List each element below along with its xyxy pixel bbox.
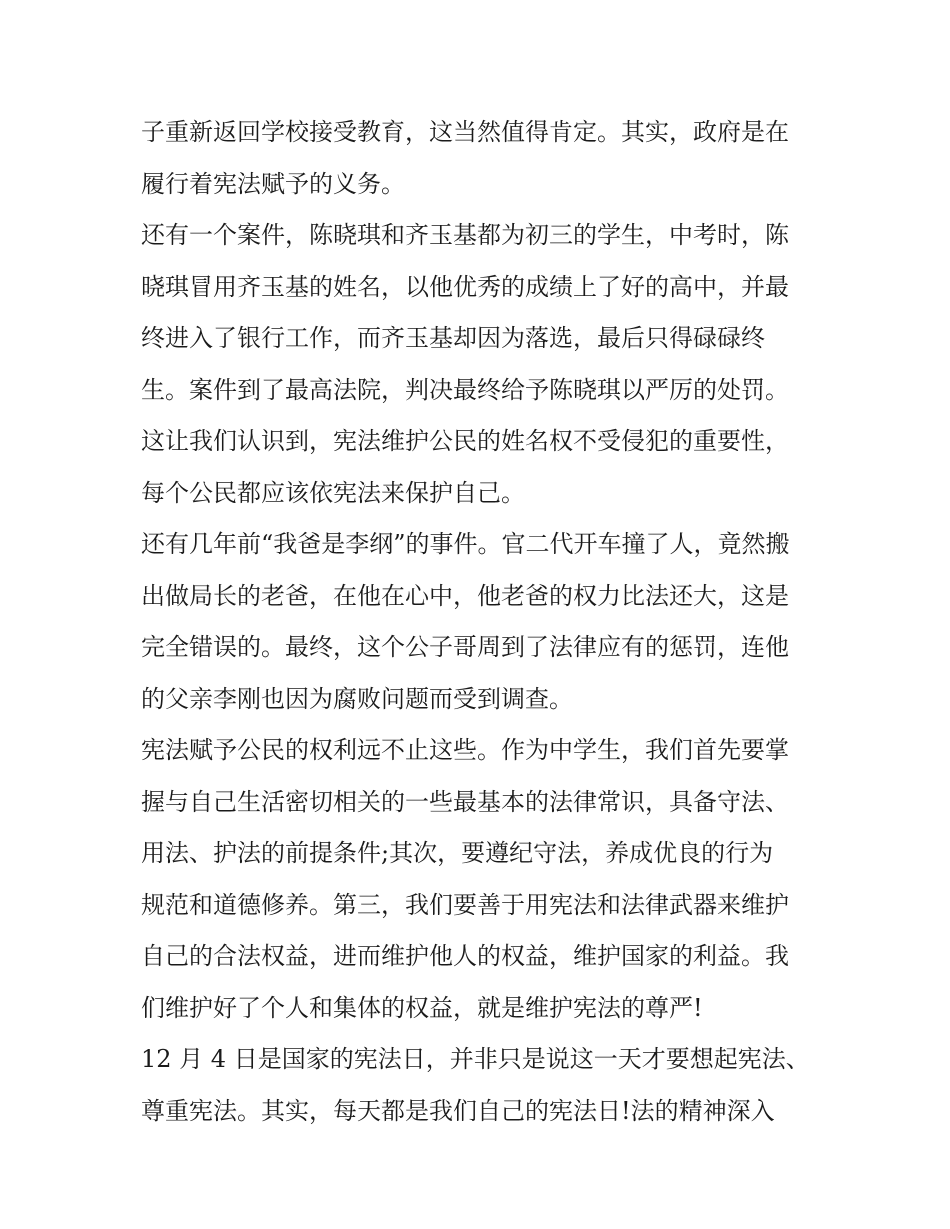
text-line: 的父亲李刚也因为腐败问题而受到调查。 bbox=[141, 684, 573, 713]
text-line: 还有几年前“我爸是李纲”的事件。官二代开车撞了人，竟然搬 bbox=[141, 530, 790, 558]
text-line: 尊重宪法。其实，每天都是我们自己的宪法日!法的精神深入 bbox=[141, 1096, 775, 1125]
text-line: 自己的合法权益，进而维护他人的权益，维护国家的利益。我 bbox=[141, 942, 789, 970]
text-line: 履行着宪法赋予的义务。 bbox=[141, 169, 405, 198]
text-line: 12 月 4 日是国家的宪法日，并非只是说这一天才要想起宪法、 bbox=[141, 1045, 810, 1073]
text-line: 宪法赋予公民的权利远不止这些。作为中学生，我们首先要掌 bbox=[141, 736, 789, 764]
text-line: 终进入了银行工作，而齐玉基却因为落选，最后只得碌碌终 bbox=[141, 324, 765, 352]
text-line: 每个公民都应该依宪法来保护自己。 bbox=[141, 478, 525, 507]
text-line: 这让我们认识到，宪法维护公民的姓名权不受侵犯的重要性， bbox=[141, 427, 789, 455]
text-line: 用法、护法的前提条件;其次，要遵纪守法，养成优良的行为 bbox=[141, 839, 774, 867]
text-line: 生。案件到了最高法院，判决最终给予陈晓琪以严厉的处罚。 bbox=[141, 375, 789, 404]
text-line: 出做局长的老爸，在他在心中，他老爸的权力比法还大，这是 bbox=[141, 581, 789, 610]
text-line: 们维护好了个人和集体的权益，就是维护宪法的尊严! bbox=[141, 993, 703, 1022]
text-line: 握与自己生活密切相关的一些最基本的法律常识，具备守法、 bbox=[141, 787, 789, 816]
text-line: 晓琪冒用齐玉基的姓名，以他优秀的成绩上了好的高中，并最 bbox=[141, 272, 789, 301]
text-line: 还有一个案件，陈晓琪和齐玉基都为初三的学生，中考时，陈 bbox=[141, 221, 789, 249]
text-line: 子重新返回学校接受教育，这当然值得肯定。其实，政府是在 bbox=[141, 118, 789, 146]
document-body bbox=[141, 107, 821, 1137]
text-line: 完全错误的。最终，这个公子哥周到了法律应有的惩罚，连他 bbox=[141, 633, 789, 661]
text-line: 规范和道德修养。第三，我们要善于用宪法和法律武器来维护 bbox=[141, 890, 789, 919]
